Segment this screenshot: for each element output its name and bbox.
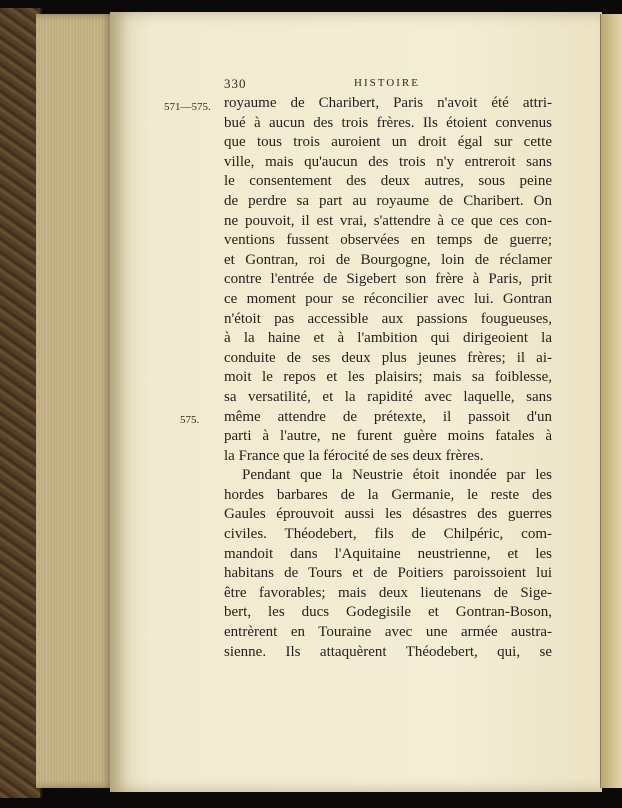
text-line: conduite de ses deux plus jeunes frères; il ai- xyxy=(224,349,552,366)
text-line: entrèrent en Touraine avec une armée austra- xyxy=(224,624,552,641)
page-stack-edges xyxy=(36,14,114,788)
text-line: ville, mais qu'aucun des trois n'y entreroit sans xyxy=(224,153,552,170)
page-header xyxy=(224,76,552,94)
text-line: civiles. Théodebert, fils de Chilpéric, com- xyxy=(224,526,552,543)
text-line: sa versatilité, et la rapidité avec laquelle, sans xyxy=(224,388,552,405)
text-line: royaume de Charibert, Paris n'avoit été attri- xyxy=(224,95,552,111)
text-line: ne pouvoit, il est vrai, s'attendre à ce que ces con- xyxy=(224,212,552,229)
text-line: même attendre de prétexte, il passoit d'un xyxy=(224,408,552,425)
margin-note-date: 575. xyxy=(180,414,200,426)
text-line: hordes barbares de la Germanie, le reste des xyxy=(224,486,552,503)
text-line: parti à l'autre, ne furent guère moins fatales à xyxy=(224,428,552,445)
text-line: moit le repos et les plaisirs; mais sa foiblesse, xyxy=(224,369,552,386)
text-line: Gaules éprouvoit aussi les désastres des guerres xyxy=(224,506,552,523)
text-line: habitans de Tours et de Poitiers paroissoient lui xyxy=(224,565,552,582)
text-line: le consentement des deux autres, sous peine xyxy=(224,173,552,190)
text-line: à la haine et à l'ambition qui dirigeoient la xyxy=(224,330,552,347)
running-title: HISTOIRE xyxy=(354,77,420,89)
facing-page-edge xyxy=(600,14,622,788)
text-line: la France que la férocité de ses deux frères. xyxy=(224,447,484,464)
text-line: ventions fussent observées en temps de guerre; xyxy=(224,232,552,249)
text-line: ce moment pour se réconcilier avec lui. Gontran xyxy=(224,290,552,307)
text-line: Pendant que la Neustrie étoit inondée par les xyxy=(242,467,552,484)
page-number: 330 xyxy=(224,76,247,91)
text-line: et Gontran, roi de Bourgogne, loin de réclamer xyxy=(224,251,552,268)
body-text xyxy=(224,94,552,662)
text-line: être favorables; mais deux lieutenans de Sige- xyxy=(224,584,552,601)
text-line: mandoit dans l'Aquitaine neustrienne, et les xyxy=(224,545,552,562)
text-line: bert, les ducs Godegisile et Gontran-Boson, xyxy=(224,604,552,621)
text-line: de perdre sa part au royaume de Charibert. On xyxy=(224,192,552,209)
text-line: que tous trois auroient un droit égal sur cette xyxy=(224,134,552,151)
text-line: n'étoit pas accessible aux passions fougueuses, xyxy=(224,310,552,327)
text-line: bué à aucun des trois frères. Ils étoient convenus xyxy=(224,114,552,131)
text-line: sienne. Ils attaquèrent Théodebert, qui, se xyxy=(224,643,552,660)
margin-note-dates: 571—575. xyxy=(164,101,211,113)
text-line: contre l'entrée de Sigebert son frère à Paris, prit xyxy=(224,271,552,288)
